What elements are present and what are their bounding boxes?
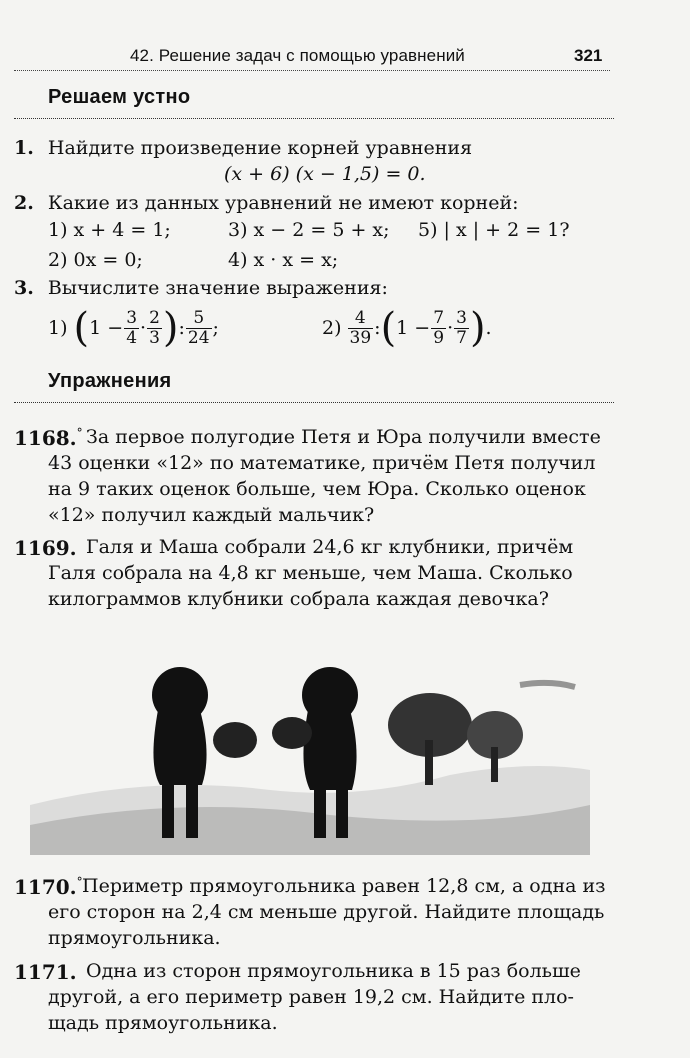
- fraction: $\frac{3}{4}$: [126, 307, 138, 348]
- oral-task-3-expression-2: 2) $\frac{4}{39}$ : ( 1 − $\frac{7}{9}$ · $\frac{3}{7}$ ) .: [322, 305, 492, 351]
- oral-task-3-text: Вычислите значение выражения:: [47, 277, 388, 299]
- exercises-section-divider: [14, 402, 614, 403]
- exercise-number: 1168.°: [14, 426, 83, 450]
- oral-task-2-option: 1) x + 4 = 1;: [48, 219, 171, 241]
- oral-section-divider: [14, 118, 614, 119]
- exercise-1169-line: килограммов клубники собрала каждая девочка?: [48, 588, 549, 610]
- exercise-1169-line: Галя и Маша собрали 24,6 кг клубники, причём: [86, 536, 574, 558]
- fraction: $\frac{7}{9}$: [433, 307, 445, 348]
- exercise-1168-line: «12» получил каждый мальчик?: [48, 504, 375, 526]
- expr-2-term: 1 −: [396, 317, 431, 339]
- oral-task-2: [14, 192, 519, 214]
- oral-task-1: [14, 137, 472, 159]
- exercise-number: 1169.: [14, 536, 77, 560]
- fraction: $\frac{2}{3}$: [149, 307, 160, 348]
- oral-task-2-option: 4) x · x = x;: [228, 249, 339, 271]
- fraction: $\frac{5}{24}$: [187, 307, 210, 348]
- exercises-section-title: Упражнения: [48, 370, 172, 392]
- oral-task-2-option: 5) | x | + 2 = 1?: [418, 219, 570, 241]
- exercise-1168-line: на 9 таких оценок больше, чем Юра. Сколько оценок: [48, 478, 586, 500]
- oral-task-2-text: Какие из данных уравнений не имеют корней:: [47, 192, 519, 214]
- exercise-number: 1170.°: [14, 875, 83, 899]
- oral-task-1-equation: (x + 6) (x − 1,5) = 0.: [224, 163, 426, 185]
- oral-task-1-text: Найдите произведение корней уравнения: [47, 137, 473, 159]
- exercise-1171-line: другой, а его периметр равен 19,2 см. Найдите пло-: [48, 986, 574, 1008]
- exercise-1170-line: прямоугольника.: [48, 927, 221, 949]
- expr-1-label: 1): [48, 317, 68, 339]
- cloud: [520, 683, 575, 687]
- exercise-1170-line: его сторон на 2,4 см меньше другой. Найдите площадь: [48, 901, 605, 923]
- expr-1-term: 1 −: [89, 317, 124, 339]
- exercise-1168-line: За первое полугодие Петя и Юра получили вместе: [86, 426, 601, 448]
- fraction: $\frac{3}{7}$: [456, 307, 467, 348]
- exercise-1168-line: 43 оценки «12» по математике, причём Петя получил: [48, 452, 596, 474]
- header-divider: [14, 70, 610, 71]
- oral-task-1-number: 1.: [14, 137, 34, 159]
- basket-icon: [213, 722, 257, 758]
- oral-task-3: [14, 277, 388, 299]
- exercise-1170-line: Периметр прямоугольника равен 12,8 см, а одна из: [82, 875, 606, 897]
- oral-task-3-expression-1: 1) ( 1 − $\frac{3}{4}$ · $\frac{2}{3}$ ) : $\frac{5}{24}$ ;: [48, 305, 219, 351]
- page-number: 321: [574, 46, 603, 65]
- basket-icon: [272, 717, 312, 749]
- exercise-number: 1171.: [14, 960, 77, 984]
- oral-task-2-option: 2) 0x = 0;: [48, 249, 143, 271]
- expr-2-label: 2): [322, 317, 342, 339]
- exercise-1171-line: Одна из сторон прямоугольника в 15 раз больше: [86, 960, 581, 982]
- exercise-1169-line: Галя собрала на 4,8 кг меньше, чем Маша. Сколько: [48, 562, 573, 584]
- oral-task-2-option: 3) x − 2 = 5 + x;: [228, 219, 390, 241]
- oral-task-2-number: 2.: [14, 192, 34, 214]
- page-header-title: 42. Решение задач с помощью уравнений: [130, 46, 465, 65]
- girls-with-baskets-illustration: [30, 655, 590, 855]
- exercise-1171-line: щадь прямоугольника.: [48, 1012, 278, 1034]
- tree: [388, 693, 472, 785]
- fraction: $\frac{4}{39}$: [349, 307, 372, 348]
- oral-section-title: Решаем устно: [48, 86, 191, 108]
- oral-task-3-number: 3.: [14, 277, 34, 299]
